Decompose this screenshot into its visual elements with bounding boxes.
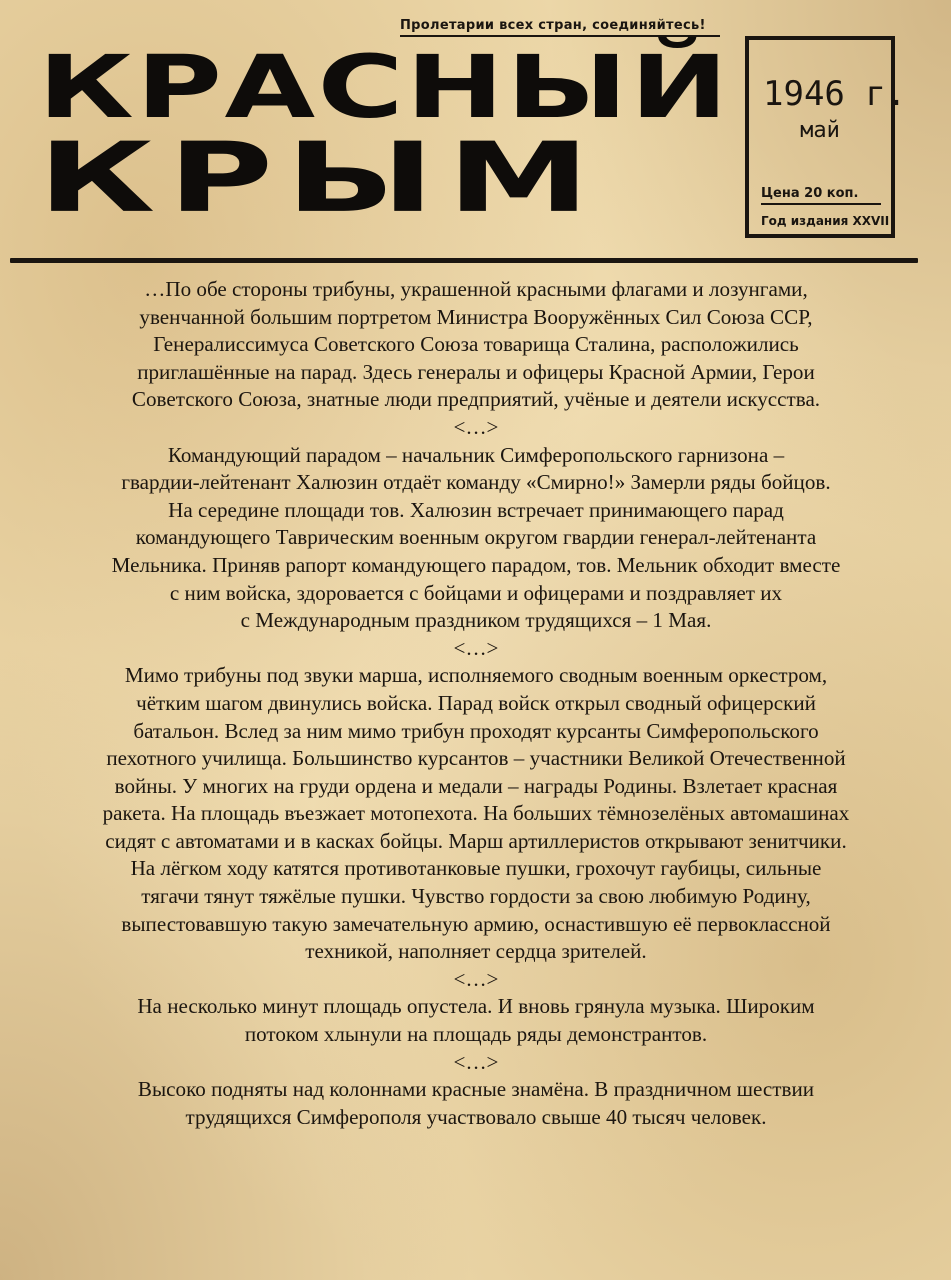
article-line: сидят с автоматами и в касках бойцы. Марш артиллеристов открывают зенитчики. <box>105 828 847 853</box>
newspaper-masthead <box>0 0 951 262</box>
article-line: …По обе стороны трибуны, украшенной красными флагами и лозунгами, <box>144 277 808 301</box>
article-line: Советского Союза, знатные люди предприятий, учёные и деятели искусства. <box>131 387 821 412</box>
issue-month: май <box>800 118 840 143</box>
ellipsis-separator: <…> <box>453 966 499 991</box>
ellipsis-separator: <…> <box>453 414 499 439</box>
ellipsis-separator: <…> <box>453 1049 499 1074</box>
article-line: техникой, наполняет сердца зрителей. <box>305 939 647 964</box>
article-line: Высоко подняты над колоннами красные знамёна. В праздничном шествии <box>137 1077 815 1102</box>
masthead-slogan: Пролетарии всех стран, соединяйтесь! <box>400 18 720 37</box>
article-body <box>6 276 946 1131</box>
article-line: с Международным праздником трудящихся – 1 Мая. <box>240 608 712 633</box>
article-line: выпестовавшую такую замечательную армию, оснастившую её первоклассной <box>121 911 831 936</box>
article-line: чётким шагом двинулись войска. Парад войск открыл сводный офицерский <box>136 690 816 715</box>
article-line: гвардии-лейтенант Халюзин отдаёт команду «Смирно!» Замерли ряды бойцов. <box>121 470 831 495</box>
article-line: батальон. Вслед за ним мимо трибун проходят курсанты Симферопольского <box>133 718 819 743</box>
article-line: командующего Таврическим военным округом гвардии генерал-лейтенанта <box>135 525 817 550</box>
article-line: Командующий парадом – начальник Симферопольского гарнизона – <box>167 442 785 467</box>
article-line: Мимо трибуны под звуки марша, исполняемого сводным военным оркестром, <box>124 663 828 688</box>
article-line: увенчанной большим портретом Министра Вооружённых Сил Союза ССР, <box>139 304 813 329</box>
article-line: Мельника. Приняв рапорт командующего парадом, тов. Мельник обходит вместе <box>111 552 841 577</box>
newspaper-title-line1: КРАСНЫЙ <box>38 36 731 138</box>
article-line: На середине площади тов. Халюзин встречает принимающего парад <box>168 497 784 522</box>
ellipsis-separator: <…> <box>453 635 499 660</box>
issue-edition: Год издания XXVII <box>761 214 890 228</box>
article-line: На несколько минут площадь опустела. И вновь грянула музыка. Широким <box>137 994 815 1019</box>
article-line: войны. У многих на груди ордена и медали – награды Родины. Взлетает красная <box>114 773 838 798</box>
article-line: пехотного училища. Большинство курсантов – участники Великой Отечественной <box>106 746 846 771</box>
article-line: На лёгком ходу катятся противотанковые пушки, грохочут гаубицы, сильные <box>130 856 822 881</box>
article-line: трудящихся Симферополя участвовало свыше 40 тысяч человек. <box>185 1104 767 1129</box>
issue-info-box <box>745 36 907 238</box>
issue-year: 1946 г. <box>763 74 907 114</box>
article-line: Генералиссимуса Советского Союза товарища Сталина, расположились <box>153 332 799 357</box>
article-line: с ним войска, здоровается с бойцами и офицерами и поздравляет их <box>169 580 783 605</box>
issue-price: Цена 20 коп. <box>761 186 881 205</box>
article-line: ракета. На площадь въезжает мотопехота. На больших тёмнозелёных автомашинах <box>102 801 850 826</box>
masthead-divider <box>10 258 918 263</box>
newspaper-title-line2: КРЫМ <box>38 122 603 235</box>
article-line: тягачи тянут тяжёлые пушки. Чувство гордости за свою любимую Родину, <box>141 884 811 909</box>
article-line: приглашённые на парад. Здесь генералы и офицеры Красной Армии, Герои <box>137 359 815 384</box>
article-line: потоком хлынули на площадь ряды демонстрантов. <box>244 1022 708 1047</box>
